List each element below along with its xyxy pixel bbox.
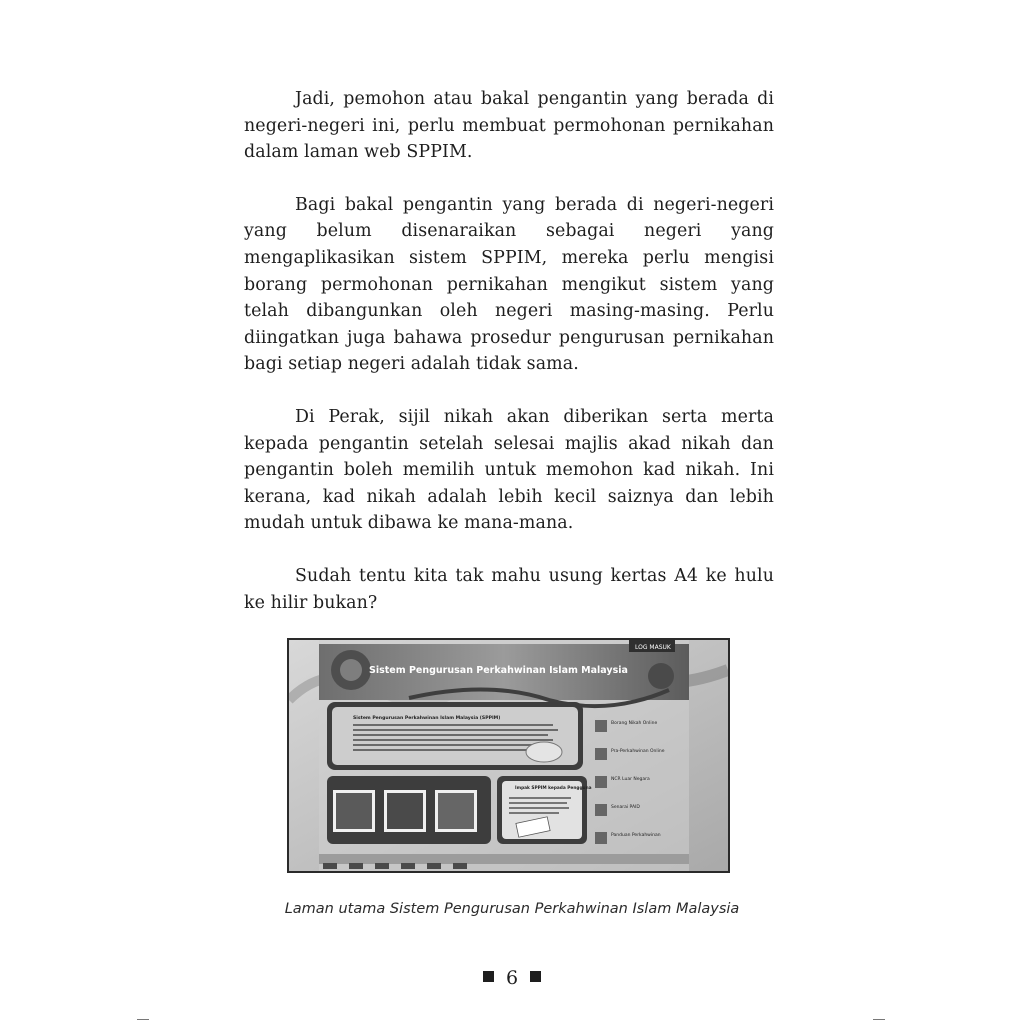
- form-icon: [595, 720, 607, 732]
- guide-icon: [595, 832, 607, 844]
- menu-item-label: Borang Nikah Online: [611, 721, 658, 726]
- square-ornament-icon: [530, 971, 541, 982]
- square-ornament-icon: [483, 971, 494, 982]
- page-number-block: [0, 967, 1024, 989]
- menu-item-label: Senarai PAID: [611, 805, 640, 810]
- info-box-title: Impak SPPIM kepada Pengguna: [515, 786, 592, 791]
- banner-title: Sistem Pengurusan Perkahwinan Islam Malaysia: [369, 665, 628, 676]
- list-icon: [595, 804, 607, 816]
- menu-item-label: Pra-Perkahwinan Online: [611, 749, 665, 754]
- intro-heading: Sistem Pengurusan Perkahwinan Islam Malaysia (SPPIM): [353, 716, 501, 721]
- course-icon: [595, 748, 607, 760]
- crop-mark: [137, 1019, 149, 1020]
- globe-icon: [595, 776, 607, 788]
- page-number: 6: [505, 967, 519, 989]
- paragraph: Sudah tentu kita tak mahu usung kertas A4 ke hulu ke hilir bukan?: [244, 565, 774, 613]
- menu-item-label: NCR Luar Negara: [611, 777, 650, 782]
- crop-mark: [873, 1019, 885, 1020]
- website-screenshot-figure: [287, 638, 730, 873]
- emblem-icon: [648, 663, 674, 689]
- paragraph: Jadi, pemohon atau bakal pengantin yang berada di negeri-negeri ini, perlu membuat permohonan pernikahan dalam laman web SPPIM.: [244, 89, 774, 163]
- menu-item-label: Panduan Perkahwinan: [611, 833, 661, 838]
- paragraph: Bagi bakal pengantin yang berada di negeri-negeri yang belum disenaraikan sebagai negeri yang mengaplikasikan sistem SPPIM, mereka perlu mengisi borang permohonan pernikahan mengikut sistem yang telah dibangunkan oleh negeri masing-masing. Perlu diingatkan juga bahawa prosedur pengurusan pernikahan bagi setiap negeri adalah tidak sama.: [244, 194, 774, 375]
- website-screenshot: [289, 640, 728, 871]
- paragraph: Di Perak, sijil nikah akan diberikan serta merta kepada pengantin setelah selesai majlis akad nikah dan pengantin boleh memilih untuk memohon kad nikah. Ini kerana, kad nikah adalah lebih kecil saiznya dan lebih mudah untuk dibawa ke mana-mana.: [244, 406, 774, 534]
- figure-caption: Laman utama Sistem Pengurusan Perkahwinan Islam Malaysia: [284, 901, 740, 917]
- login-link[interactable]: LOG MASUK: [635, 644, 671, 651]
- body-text: [244, 86, 774, 642]
